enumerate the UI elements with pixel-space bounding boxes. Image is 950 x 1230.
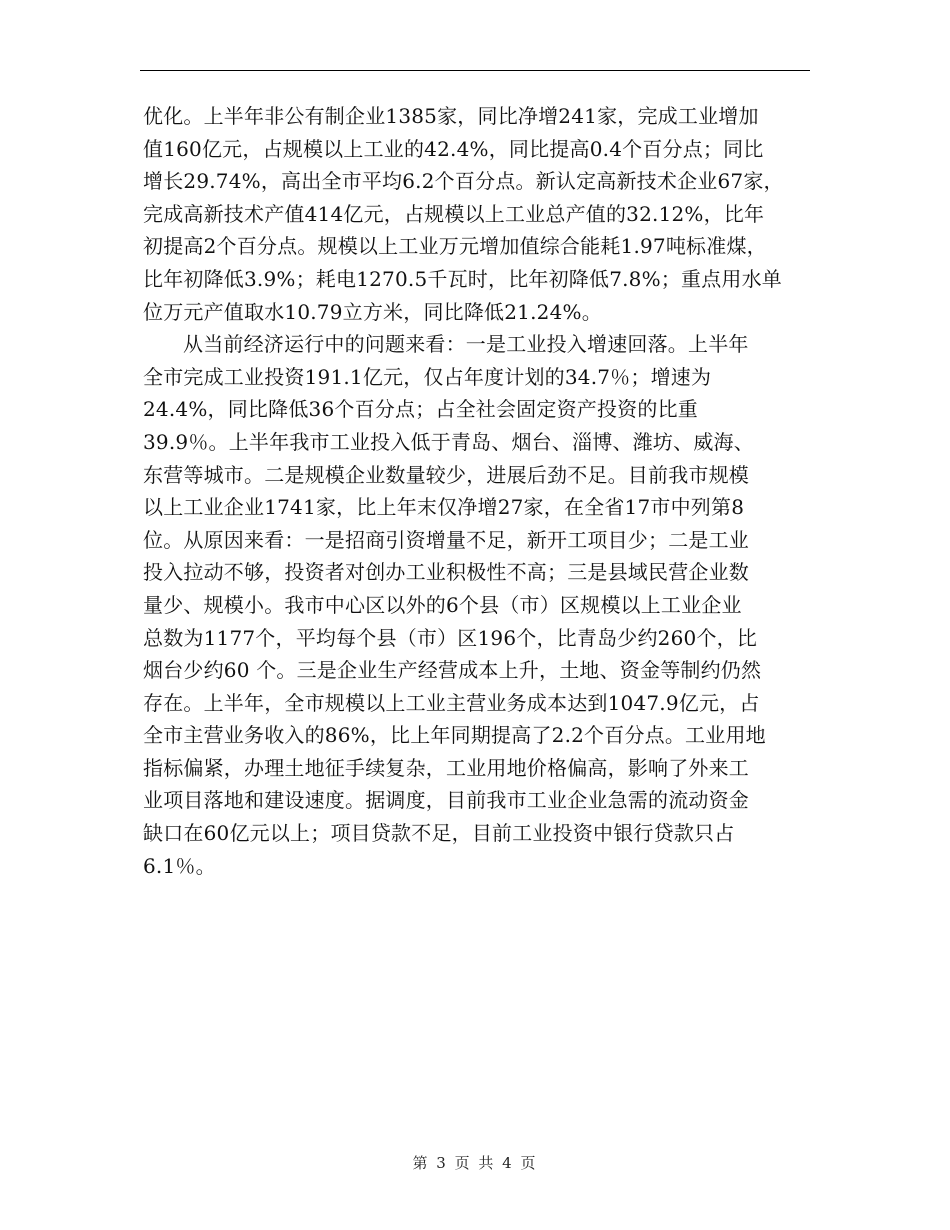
paragraph-line: 存在。上半年，全市规模以上工业主营业务成本达到1047.9亿元，占: [143, 690, 760, 715]
paragraph-line: 全市完成工业投资191.1亿元，仅占年度计划的34.7％；增速为: [143, 364, 712, 389]
paragraph-line: 东营等城市。二是规模企业数量较少，进展后劲不足。目前我市规模: [143, 462, 749, 487]
paragraph-line: 6.1％。: [143, 853, 216, 878]
paragraph-line: 烟台少约60 个。三是企业生产经营成本上升，土地、资金等制约仍然: [143, 658, 762, 683]
paragraph-line: 39.9％。上半年我市工业投入低于青岛、烟台、淄博、潍坊、威海、: [143, 429, 754, 454]
paragraph-line: 位。从原因来看：一是招商引资增量不足，新开工项目少；二是工业: [143, 527, 749, 552]
paragraph-line-first: 从当前经济运行中的问题来看：一是工业投入增速回落。上半年: [183, 332, 749, 357]
paragraph-1: [143, 100, 813, 328]
paragraph-line: 投入拉动不够，投资者对创办工业积极性不高；三是县域民营企业数: [143, 560, 749, 585]
header-rule: [140, 70, 810, 71]
paragraph-line: 增长29.74%，高出全市平均6.2个百分点。新认定高新技术企业67家，: [143, 169, 784, 194]
page-number-footer: 第 3 页 共 4 页: [412, 1154, 538, 1172]
paragraph-line: 指标偏紧，办理土地征手续复杂，工业用地价格偏高，影响了外来工: [143, 755, 749, 780]
paragraph-line: 总数为1177个，平均每个县（市）区196个，比青岛少约260个，比: [143, 625, 758, 650]
paragraph-2: [143, 328, 813, 882]
paragraph-line: 优化。上半年非公有制企业1385家，同比净增241家，完成工业增加: [143, 104, 759, 128]
paragraph-line: 比年初降低3.9%；耗电1270.5千瓦时，比年初降低7.8%；重点用水单: [143, 266, 783, 291]
paragraph-line: 全市主营业务收入的86%，比上年同期提高了2.2个百分点。工业用地: [143, 723, 766, 748]
paragraph-line: 以上工业企业1741家，比上年末仅净增27家，在全省17市中列第8: [143, 495, 745, 520]
paragraph-line: 位万元产值取水10.79立方米，同比降低21.24%。: [143, 299, 602, 324]
paragraph-line: 完成高新技术产值414亿元，占规模以上工业总产值的32.12%，比年: [143, 201, 765, 226]
paragraph-line: 量少、规模小。我市中心区以外的6个县（市）区规模以上工业企业: [143, 592, 742, 617]
document-body: [143, 100, 813, 882]
paragraph-line: 值160亿元，占规模以上工业的42.4%，同比提高0.4个百分点；同比: [143, 136, 764, 161]
paragraph-line: 24.4%，同比降低36个百分点；占全社会固定资产投资的比重: [143, 397, 698, 422]
paragraph-line: 业项目落地和建设速度。据调度，目前我市工业企业急需的流动资金: [143, 788, 749, 813]
paragraph-line: 缺口在60亿元以上；项目贷款不足，目前工业投资中银行贷款只占: [143, 821, 735, 846]
paragraph-line: 初提高2个百分点。规模以上工业万元增加值综合能耗1.97吨标准煤，: [143, 234, 767, 259]
